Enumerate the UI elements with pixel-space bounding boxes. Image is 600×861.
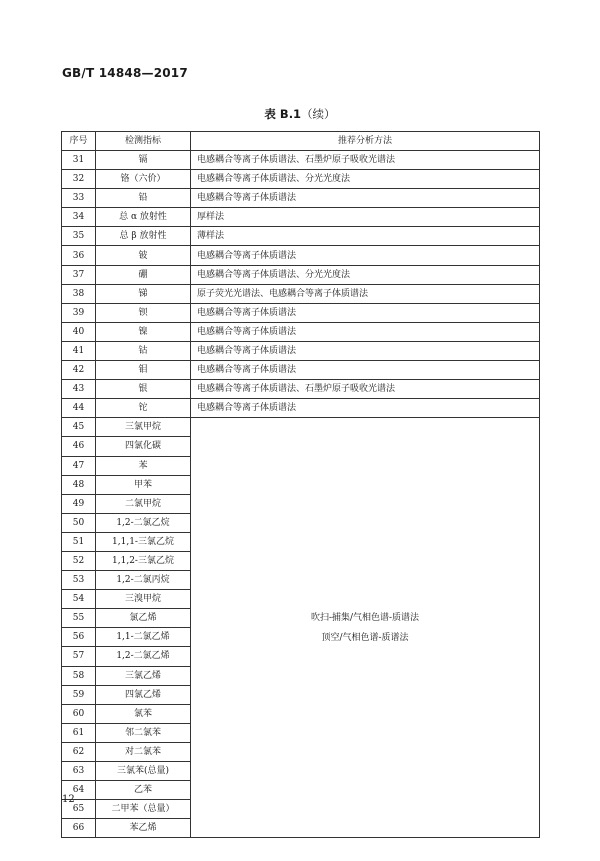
table-row	[62, 322, 540, 341]
indicator-name: 铍	[96, 246, 191, 265]
row-number: 41	[62, 341, 96, 360]
row-number: 44	[62, 399, 96, 418]
indicator-name: 甲苯	[96, 475, 191, 494]
row-number: 45	[62, 418, 96, 437]
recommended-method: 电感耦合等离子体质谱法	[191, 399, 540, 418]
indicator-name: 钴	[96, 341, 191, 360]
indicator-name: 二氯甲烷	[96, 494, 191, 513]
indicator-name: 二甲苯（总量）	[96, 800, 191, 819]
indicator-name: 氯苯	[96, 704, 191, 723]
table-header-row	[62, 132, 540, 151]
table-caption-suffix: （续）	[301, 107, 336, 121]
row-number: 46	[62, 437, 96, 456]
recommended-method: 电感耦合等离子体质谱法、石墨炉原子吸收光谱法	[191, 380, 540, 399]
indicator-name: 镍	[96, 322, 191, 341]
row-number: 48	[62, 475, 96, 494]
row-number: 49	[62, 494, 96, 513]
recommended-method: 电感耦合等离子体质谱法、分光光度法	[191, 170, 540, 189]
indicator-name: 三氯乙烯	[96, 666, 191, 685]
recommended-method: 电感耦合等离子体质谱法、石墨炉原子吸收光谱法	[191, 151, 540, 170]
recommended-method: 电感耦合等离子体质谱法、分光光度法	[191, 265, 540, 284]
table-row	[62, 208, 540, 227]
row-number: 38	[62, 284, 96, 303]
indicator-name: 四氯乙烯	[96, 685, 191, 704]
table-row	[62, 246, 540, 265]
row-number: 36	[62, 246, 96, 265]
indicator-name: 1,2-二氯乙烷	[96, 513, 191, 532]
indicator-name: 氯乙烯	[96, 609, 191, 628]
indicator-name: 三溴甲烷	[96, 590, 191, 609]
indicator-name: 铊	[96, 399, 191, 418]
indicator-name: 四氯化碳	[96, 437, 191, 456]
recommended-method: 厚样法	[191, 208, 540, 227]
row-number: 32	[62, 170, 96, 189]
recommended-method: 原子荧光光谱法、电感耦合等离子体质谱法	[191, 284, 540, 303]
table-row	[62, 418, 540, 437]
indicator-name: 总 α 放射性	[96, 208, 191, 227]
table-body	[62, 151, 540, 838]
recommended-method: 电感耦合等离子体质谱法	[191, 189, 540, 208]
table-row	[62, 303, 540, 322]
row-number: 62	[62, 742, 96, 761]
row-number: 63	[62, 762, 96, 781]
indicator-name: 硼	[96, 265, 191, 284]
recommended-method: 电感耦合等离子体质谱法	[191, 361, 540, 380]
row-number: 39	[62, 303, 96, 322]
table-caption	[0, 106, 600, 122]
row-number: 50	[62, 513, 96, 532]
indicator-name: 1,2-二氯乙烯	[96, 647, 191, 666]
row-number: 61	[62, 723, 96, 742]
indicator-name: 镉	[96, 151, 191, 170]
row-number: 52	[62, 551, 96, 570]
row-number: 43	[62, 380, 96, 399]
indicator-name: 乙苯	[96, 781, 191, 800]
merged-recommended-method	[191, 418, 540, 838]
indicator-name: 苯	[96, 456, 191, 475]
row-number: 40	[62, 322, 96, 341]
row-number: 35	[62, 227, 96, 246]
row-number: 66	[62, 819, 96, 838]
column-header-method: 推荐分析方法	[191, 132, 540, 151]
table-row	[62, 284, 540, 303]
table-row	[62, 170, 540, 189]
indicator-name: 铅	[96, 189, 191, 208]
row-number: 59	[62, 685, 96, 704]
table-row	[62, 265, 540, 284]
table-row	[62, 341, 540, 360]
row-number: 47	[62, 456, 96, 475]
standard-code: GB/T 14848—2017	[62, 66, 188, 80]
table-row	[62, 151, 540, 170]
table-row	[62, 399, 540, 418]
row-number: 34	[62, 208, 96, 227]
row-number: 54	[62, 590, 96, 609]
indicator-name: 铬（六价）	[96, 170, 191, 189]
row-number: 42	[62, 361, 96, 380]
table-row	[62, 380, 540, 399]
row-number: 65	[62, 800, 96, 819]
table-row	[62, 227, 540, 246]
row-number: 33	[62, 189, 96, 208]
indicator-name: 1,1,2-三氯乙烷	[96, 551, 191, 570]
indicator-name: 1,1,1-三氯乙烷	[96, 532, 191, 551]
indicator-name: 对二氯苯	[96, 742, 191, 761]
recommended-method: 电感耦合等离子体质谱法	[191, 341, 540, 360]
indicator-name: 苯乙烯	[96, 819, 191, 838]
column-header-item: 检测指标	[96, 132, 191, 151]
indicator-name: 三氯苯(总量)	[96, 762, 191, 781]
row-number: 64	[62, 781, 96, 800]
indicator-name: 1,2-二氯丙烷	[96, 571, 191, 590]
indicator-name: 总 β 放射性	[96, 227, 191, 246]
row-number: 53	[62, 571, 96, 590]
indicator-name: 锑	[96, 284, 191, 303]
indicator-name: 钼	[96, 361, 191, 380]
recommended-method: 电感耦合等离子体质谱法	[191, 303, 540, 322]
table-row	[62, 361, 540, 380]
table-caption-label: 表 B.1	[264, 107, 302, 121]
row-number: 55	[62, 609, 96, 628]
row-number: 31	[62, 151, 96, 170]
indicator-name: 银	[96, 380, 191, 399]
row-number: 60	[62, 704, 96, 723]
indicator-name: 三氯甲烷	[96, 418, 191, 437]
row-number: 56	[62, 628, 96, 647]
recommended-method: 薄样法	[191, 227, 540, 246]
indicator-name: 邻二氯苯	[96, 723, 191, 742]
indicator-name: 钡	[96, 303, 191, 322]
recommended-method: 电感耦合等离子体质谱法	[191, 246, 540, 265]
indicator-name: 1,1-二氯乙烯	[96, 628, 191, 647]
row-number: 37	[62, 265, 96, 284]
page-number: 12	[62, 794, 75, 805]
column-header-no: 序号	[62, 132, 96, 151]
row-number: 58	[62, 666, 96, 685]
analysis-method-table	[61, 131, 540, 838]
table-row	[62, 189, 540, 208]
row-number: 57	[62, 647, 96, 666]
recommended-method: 电感耦合等离子体质谱法	[191, 322, 540, 341]
merged-method-line-2: 顶空/气相色谱-质谱法	[321, 632, 409, 643]
merged-method-line-1: 吹扫-捕集/气相色谱-质谱法	[310, 612, 420, 623]
row-number: 51	[62, 532, 96, 551]
